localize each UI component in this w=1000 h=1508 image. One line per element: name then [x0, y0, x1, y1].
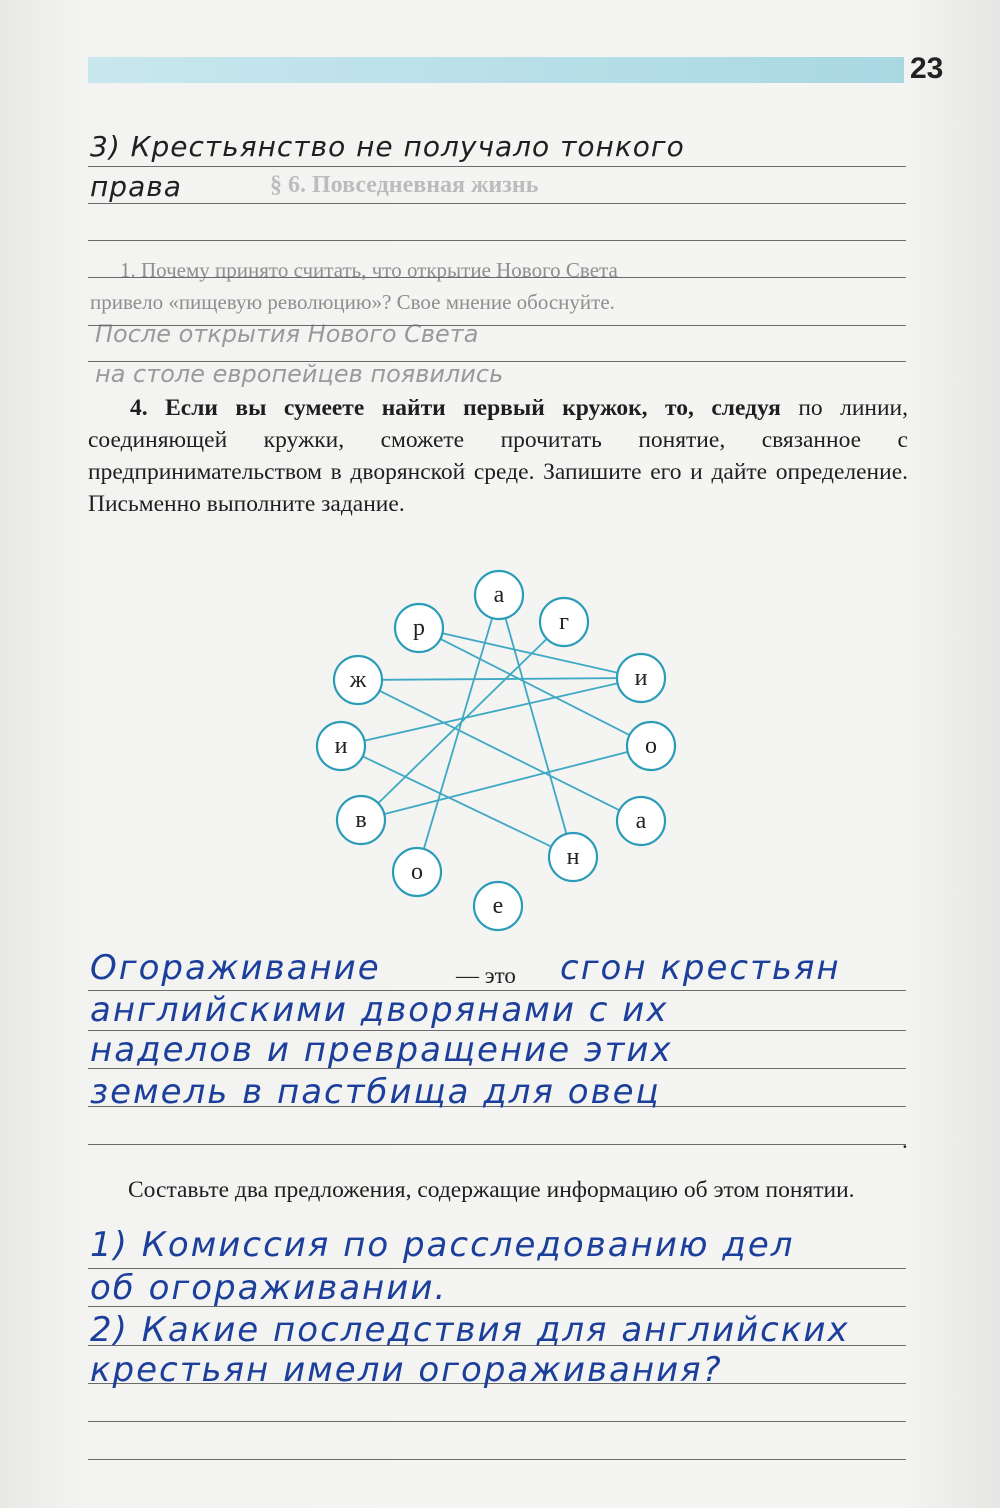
letter-circle: [540, 598, 588, 646]
question-two-sentences: [88, 1174, 908, 1206]
circle-letter: и: [634, 665, 648, 691]
letter-circle: [395, 604, 443, 652]
question-two-text: Составьте два предложения, содержащие информацию об этом понятии.: [128, 1177, 855, 1203]
diagram-connector-line: [358, 678, 641, 680]
faded-answer-line-2: на столе европейцев появились: [95, 360, 504, 388]
writing-line: [88, 1421, 906, 1422]
letter-circle: [393, 848, 441, 896]
letter-circle: [617, 797, 665, 845]
letter-circle: [474, 882, 522, 930]
writing-line: [88, 361, 906, 362]
page-number: 23: [910, 52, 944, 85]
task-4-text: [88, 392, 908, 520]
diagram-connector-line: [361, 746, 651, 820]
header-bar: [88, 57, 904, 83]
task-number: 4.: [130, 395, 148, 421]
letter-circle: [549, 833, 597, 881]
circle-letter: а: [493, 582, 505, 608]
diagram-connector-line: [358, 680, 641, 821]
diagram-connector-line: [361, 622, 564, 820]
letter-circle: [627, 722, 675, 770]
writing-line: [88, 240, 906, 241]
circle-letter: г: [559, 609, 569, 635]
letter-circle: [617, 654, 665, 702]
definition-line-1: сгон крестьян: [560, 948, 841, 988]
faded-question-line-1: 1. Почему принято считать, что открытие Нового Света: [120, 258, 618, 282]
faded-heading: § 6. Повседневная жизнь: [270, 172, 539, 198]
diagram-connector-line: [419, 628, 641, 678]
writing-line: [88, 1144, 906, 1145]
definition-line-4: земель в пастбища для овец: [90, 1072, 661, 1112]
task-text-bold: Если вы сумеете найти первый кружок, то, следуя: [165, 395, 781, 421]
circle-letter: и: [334, 733, 348, 759]
handwritten-answer-line-1: 3) Крестьянство не получало тонкого: [90, 130, 685, 163]
writing-line: [88, 277, 906, 278]
letter-circle: [337, 796, 385, 844]
definition-term: Огораживание: [90, 948, 381, 988]
writing-line: [88, 166, 906, 167]
task-text-rest: по линии, соединяющей кружки, сможете прочитать понятие, связанное с предпринимательством в дворянской среде. Запишите его и дайте определение. Письменно выполните задание.: [88, 395, 909, 517]
letter-circle: [317, 722, 365, 770]
letter-circle: [475, 571, 523, 619]
definition-line-3: наделов и превращение этих: [90, 1030, 673, 1070]
circle-letter: о: [411, 859, 423, 885]
letter-circle: [334, 656, 382, 704]
writing-line: [88, 203, 906, 204]
letter-circle-diagram: [300, 565, 700, 945]
answer-sentence-line-4: крестьян имели огораживания?: [90, 1350, 723, 1390]
writing-line: [88, 1459, 906, 1460]
answer-sentence-line-1: 1) Комиссия по расследованию дел: [90, 1225, 795, 1265]
faded-question-line-2: привело «пищевую революцию»? Свое мнение обоснуйте.: [90, 290, 615, 314]
definition-end-dot: .: [902, 1128, 908, 1153]
circle-letter: р: [413, 615, 425, 641]
writing-line: [88, 325, 906, 326]
circle-letter: в: [355, 807, 367, 833]
circle-letter: ж: [349, 667, 367, 693]
circle-letter: н: [566, 844, 580, 870]
answer-sentence-line-2: об огораживании.: [90, 1268, 448, 1308]
faded-answer-line-1: После открытия Нового Света: [95, 320, 479, 348]
circle-letter: е: [492, 893, 504, 919]
circle-letter: а: [635, 808, 647, 834]
circle-letter: о: [645, 733, 657, 759]
handwritten-answer-line-2: права: [90, 170, 182, 203]
diagram-connector-line: [341, 678, 641, 746]
definition-line-2: английскими дворянами с их: [90, 990, 669, 1030]
definition-dash: — это: [456, 963, 516, 988]
answer-sentence-line-3: 2) Какие последствия для английских: [90, 1310, 850, 1350]
